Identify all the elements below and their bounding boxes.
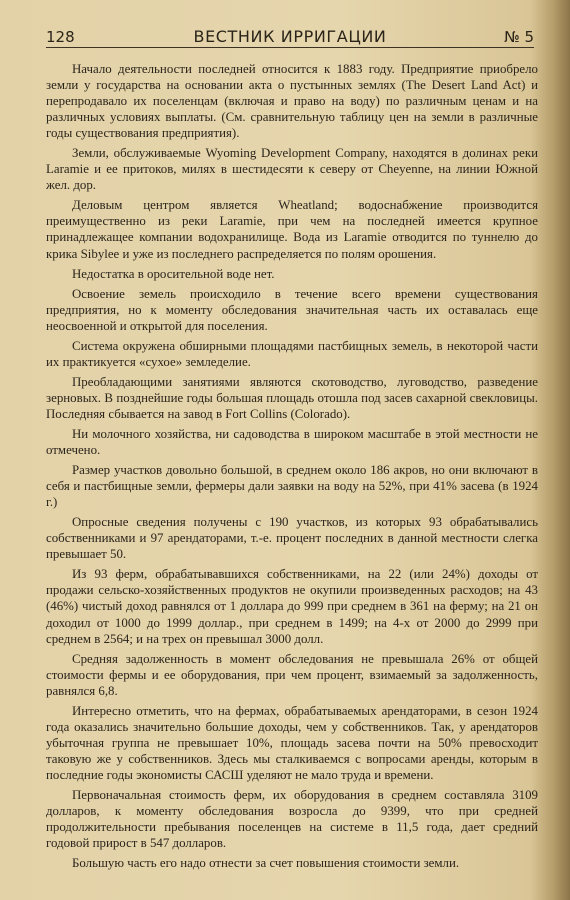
article-body [46,61,538,875]
paragraph: Размер участков довольно большой, в среднем около 186 акров, но они включают в себя и пастбищные земли, фермеры дали заявки на воду на 52%, при 41% засева (в 1924 г.) [46,463,538,510]
paragraph: Деловым центром является Wheatland; водоснабжение производится преимущественно из реки Laramie, при чем на последней имеется крупное принадлежащее компании водохранилище. Вода из Laramie отводится по туннелю до крика Sibylee и уже из последнего распределяется по полям орошения. [46,198,538,261]
paragraph: Первоначальная стоимость ферм, их оборудования в среднем составляла 3109 долларов, к моменту обследования возросла до 9399, что при средней продолжительности пребывания поселенцев на системе в 11,5 года, дает средний годовой прирост в 547 долларов. [46,787,538,851]
paragraph: Из 93 ферм, обрабатывавшихся собственниками, на 22 (или 24%) доходы от продажи сельско-хозяйственных продуктов не окупили произведенных расходов; на 43 (46%) чистый доход равнялся от 1 доллара до 999 при среднем в 361 на ферму; на 21 он доходил от 1000 до 1999 доллар., при среднем в 1499; на 4-х от 2000 до 2999 при среднем в 2564; и на трех он превышал 3000 долл. [46,567,538,646]
page-number: 128 [46,28,75,46]
journal-title: ВЕСТНИК ИРРИГАЦИИ [193,27,387,46]
paragraph: Интересно отметить, что на фермах, обрабатываемых арендаторами, в сезон 1924 года оказались значительно большие доходы, чем у собственников. Так, у арендаторов убыточная группа не превышает 10%, площадь засева почти на 50% превосходит таковую же у собственников. Здесь мы сталкиваемся с вопросами аренды, которым в последние годы экономисты САСШ уделяют не мало труда и времени. [46,703,538,782]
paragraph: Ни молочного хозяйства, ни садоводства в широком масштабе в этой местности не отмечено. [46,426,538,458]
header-rule [46,47,534,48]
paragraph: Опросные сведения получены с 190 участков, из которых 93 обрабатывались собственниками и 97 арендаторами, т.-е. процент последних в данной местности слегка превышает 50. [46,515,538,562]
paragraph: Система окружена обширными площадями пастбищных земель, в некоторой части их практикуется «сухое» земледелие. [46,338,538,369]
issue-number: № 5 [504,28,534,46]
paragraph: Начало деятельности последней относится к 1883 году. Предприятие приобрело земли у государства на основании акта о пустынных землях (The Desert Land Act) и перепродавало их поселенцам (включая и право на воду) по различным ценам и на различных условиях выплаты. (См. сравнительную таблицу цен на земли в различные годы существования предприятия). [46,62,538,141]
paragraph: Недостатка в оросительной воде нет. [72,266,275,281]
paragraph: Преобладающими занятиями являются скотоводство, луговодство, разведение зерновых. В позднейшие годы большая площадь отошла под засев сахарной свекловицы. Последняя сбывается на завод в Fort Collins (Colorado). [46,374,538,421]
paragraph: Средняя задолженность в момент обследования не превышала 26% от общей стоимости фермы и ее оборудования, при чем процент, взимаемый за задолженность, равнялся 6,8. [46,651,538,698]
paragraph: Земли, обслуживаемые Wyoming Development Company, находятся в долинах реки Laramie и ее притоков, милях в шестидесяти к северу от Cheyenne, на линии Южной жел. дор. [46,146,538,193]
paragraph: Большую часть его надо отнести за счет повышения стоимости земли. [72,856,460,871]
paragraph: Освоение земель происходило в течение всего времени существования предприятия, но к моменту обследования значительная часть их оставалась еще неосвоенной и открытой для поселения. [46,286,538,333]
